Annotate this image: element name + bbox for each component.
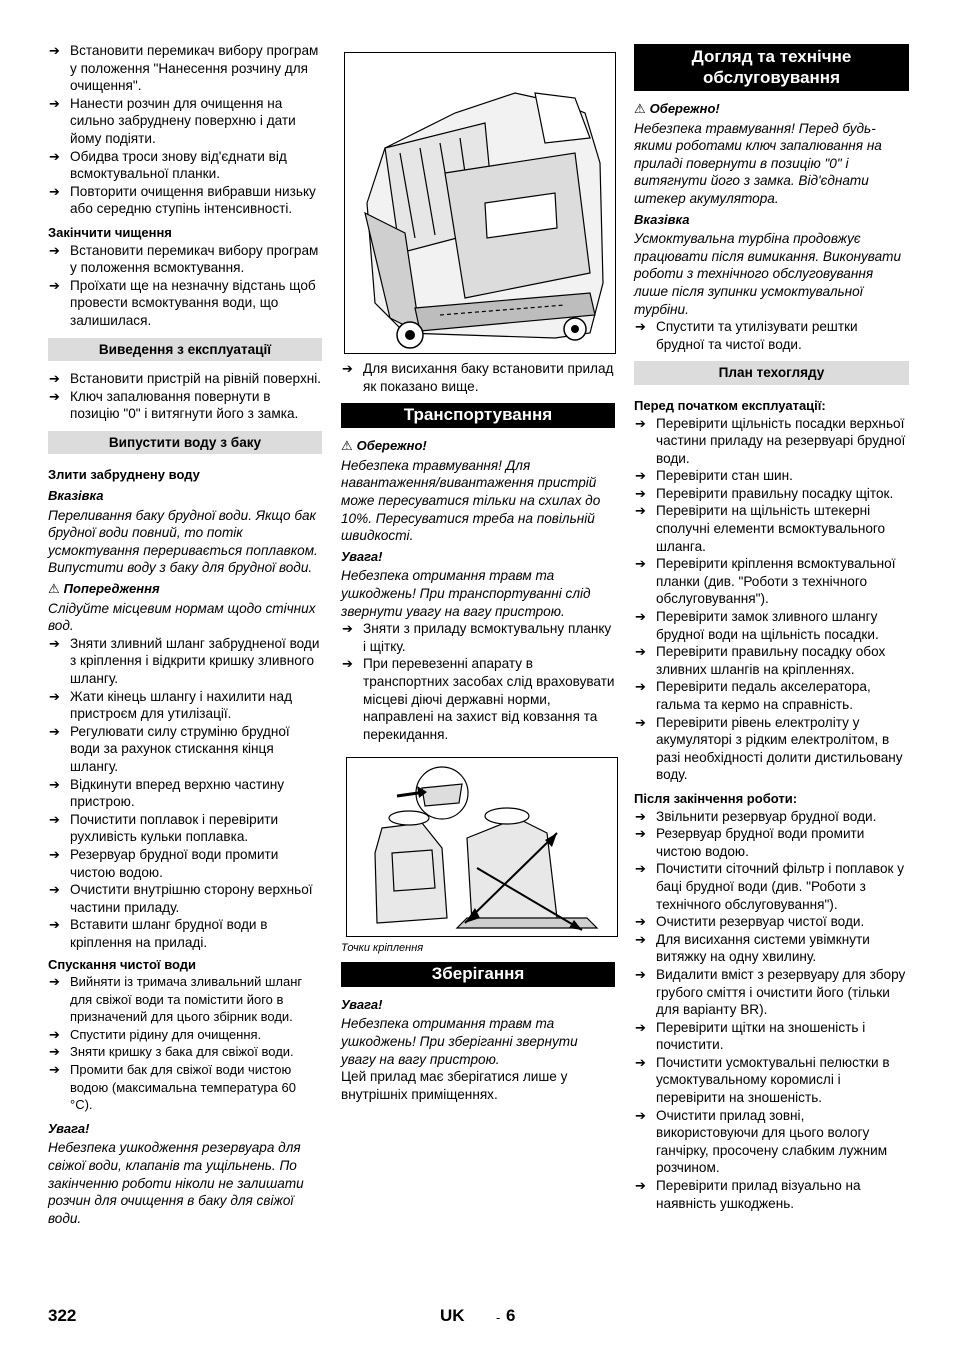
arrow-bullet-icon: ➔ (635, 826, 646, 842)
bullet-list (48, 242, 322, 330)
list-item (341, 620, 615, 655)
arrow-bullet-icon: ➔ (49, 1026, 60, 1042)
machine-tilted-drawing (345, 53, 615, 353)
list-item-text: Очистити резервуар чистої води. (656, 914, 865, 930)
list-item-text: Видалити вміст з резервуару для збору грубого сміття і очистити його (тільки для варіанту BR). (656, 966, 906, 1018)
page-footer (48, 1307, 909, 1329)
caution-label: Увага! (341, 548, 383, 564)
list-item-text: Почистити поплавок і перевірити рухливість кульки поплавка. (70, 811, 279, 845)
list-item-text: Очистити прилад зовні, використовуючи для цього вологу ганчірку, просочену слабким лужним розчином. (656, 1107, 888, 1176)
figure-caption: Точки кріплення (341, 942, 424, 955)
arrow-bullet-icon: ➔ (49, 723, 60, 739)
caution-text: Небезпека ушкодження резервуара для свіжої води, клапанів та ущільнень. По закінченню роботи ніколи не залишати розчин для очищення в баку для свіжої води. (48, 1140, 304, 1226)
storage-text: Цей прилад має зберігатися лише у внутрішніх приміщеннях. (341, 1069, 568, 1102)
list-item (48, 42, 322, 95)
list-item (341, 360, 615, 395)
list-item-text: Перевірити правильну посадку обох зливних шлангів на кріпленнях. (656, 644, 886, 677)
column-right (634, 42, 909, 1212)
list-item (634, 502, 909, 555)
list-item-text: Зняти кришку з бака для свіжої води. (70, 1044, 294, 1060)
section-header: Виведення з експлуатації (48, 338, 322, 362)
list-item-text: Перевірити прилад візуально на наявність ушкоджень. (656, 1178, 861, 1211)
careful-label: ⚠ Обережно! (341, 438, 427, 454)
arrow-bullet-icon: ➔ (342, 621, 353, 637)
section-subtitle: Злити забруднену воду (48, 467, 200, 483)
list-item (48, 1043, 322, 1061)
caution-label: Увага! (341, 996, 383, 1012)
bullet-list (48, 635, 322, 952)
arrow-bullet-icon: ➔ (635, 556, 646, 572)
list-item (634, 808, 909, 826)
arrow-bullet-icon: ➔ (635, 609, 646, 625)
arrow-bullet-icon: ➔ (635, 468, 646, 484)
list-item (634, 714, 909, 784)
list-item-text: Для висихання системи увімкнути витяжку на одну хвилину. (656, 931, 870, 965)
list-item (634, 1107, 909, 1177)
warning-icon: ⚠ (634, 101, 646, 116)
tie-down-drawing (347, 758, 617, 936)
arrow-bullet-icon: ➔ (635, 914, 646, 930)
section-subtitle: Закінчити чищення (48, 224, 172, 240)
arrow-bullet-icon: ➔ (635, 485, 646, 501)
section-header: Випустити воду з баку (48, 431, 322, 455)
list-item (634, 913, 909, 931)
list-item (634, 467, 909, 485)
list-item (634, 555, 909, 608)
arrow-bullet-icon: ➔ (635, 1054, 646, 1070)
list-item-text: Звільнити резервуар брудної води. (656, 808, 877, 824)
list-item (48, 370, 322, 388)
arrow-bullet-icon: ➔ (49, 776, 60, 792)
list-item (634, 608, 909, 643)
language-code: UK (440, 1306, 465, 1325)
list-item-text: Ключ запалювання повернути в позицію "0" і витягнути його з замка. (70, 388, 299, 422)
list-item (48, 973, 322, 1026)
list-item (634, 643, 909, 678)
list-item-text: При перевезенні апарату в транспортних засобах слід враховувати місцеві діючі державні норми, направлені на захист від ковзання та перекидання. (363, 656, 615, 742)
sub-page-number: 6 (506, 1306, 516, 1325)
list-item-text: Зняти з приладу всмоктувальну планку і щітку. (363, 621, 612, 654)
list-item-text: Спустити рідину для очищення. (70, 1026, 262, 1042)
arrow-bullet-icon: ➔ (635, 1019, 646, 1035)
arrow-bullet-icon: ➔ (342, 361, 353, 376)
list-item-text: Перевірити педаль акселератора, гальма та кермо на справність. (656, 679, 871, 712)
arrow-bullet-icon: ➔ (49, 846, 60, 862)
list-item-text: Вийняти із тримача зливальний шланг для свіжої води та помістити його в призначений для цього збірник води. (70, 974, 303, 1025)
arrow-bullet-icon: ➔ (635, 1178, 646, 1194)
drying-position-illustration (344, 52, 616, 354)
list-item-text: Перевірити рівень електроліту у акумуляторі з рідким електролітом, в разі необхідності долити дистильовану воду. (656, 714, 903, 783)
caution-text: Небезпека отримання травм та ушкоджень! При транспортуванні слід звернути увагу на вагу пристрою. (341, 568, 591, 619)
note-label: Вказівка (48, 488, 104, 504)
arrow-bullet-icon: ➔ (49, 242, 60, 258)
bullet-list (48, 973, 322, 1114)
warning-icon: ⚠ (48, 581, 60, 597)
arrow-bullet-icon: ➔ (49, 148, 60, 164)
list-item-text: Нанести розчин для очищення на сильно забруднену поверхню і дати йому подіяти. (70, 95, 296, 146)
section-subtitle: Перед початком експлуатації: (634, 397, 826, 413)
list-item (48, 1061, 322, 1114)
arrow-bullet-icon: ➔ (49, 635, 60, 651)
list-item (634, 966, 909, 1019)
bullet-list (341, 620, 615, 743)
list-item-text: Встановити пристрій на рівній поверхні. (70, 371, 322, 387)
list-item-text: Перевірити замок зливного шлангу брудної води на щільність посадки. (656, 609, 879, 642)
page-number: 322 (48, 1306, 77, 1325)
arrow-bullet-icon: ➔ (49, 95, 60, 111)
list-item (48, 95, 322, 148)
list-item (48, 846, 322, 881)
list-item (634, 415, 909, 468)
note-text: Усмоктувальна турбіна продовжує працювати після вимикання. Виконувати роботи з технічного обслуговування лише після зупинки усмоктувальної турбіни. (634, 231, 902, 317)
arrow-bullet-icon: ➔ (635, 861, 646, 877)
list-item (634, 825, 909, 860)
list-item (634, 678, 909, 713)
list-item (48, 635, 322, 688)
list-item (48, 183, 322, 218)
list-item-text: Вставити шланг брудної води в кріплення на приладі. (70, 917, 268, 950)
list-item (634, 485, 909, 503)
column-left (48, 42, 322, 1227)
list-item (48, 916, 322, 951)
arrow-bullet-icon: ➔ (49, 917, 60, 933)
arrow-bullet-icon: ➔ (49, 1062, 60, 1078)
arrow-bullet-icon: ➔ (635, 319, 646, 335)
list-item-text: Перевірити правильну посадку щіток. (656, 485, 894, 501)
bullet-list (48, 370, 322, 423)
warning-label: ⚠ Попередження (48, 581, 160, 597)
list-item-text: Для висихання баку встановити прилад як показано вище. (363, 361, 614, 394)
arrow-bullet-icon: ➔ (635, 679, 646, 695)
caution-label: Увага! (48, 1120, 90, 1136)
list-item-text: Спустити та утилізувати рештки брудної та чистої води. (656, 319, 858, 352)
list-item (634, 860, 909, 913)
arrow-bullet-icon: ➔ (635, 931, 646, 947)
section-subtitle: Спускання чистої води (48, 956, 197, 972)
list-item (48, 776, 322, 811)
note-text: Переливання баку брудної води. Якщо бак брудної води повний, то потік усмоктування переривається поплавком. Випустити воду з баку для брудної води. (48, 507, 318, 576)
warning-icon: ⚠ (341, 438, 353, 454)
list-item-text: Перевірити щільність посадки верхньої частини приладу на резервуарі брудної води. (656, 415, 906, 466)
list-item (48, 881, 322, 916)
list-item (634, 931, 909, 966)
arrow-bullet-icon: ➔ (49, 43, 60, 58)
arrow-bullet-icon: ➔ (49, 277, 60, 293)
list-item-text: Перевірити на щільність штекерні сполучні елементи всмоктувального шланга. (656, 503, 886, 554)
list-item (48, 148, 322, 183)
bullet-list (48, 42, 322, 218)
list-item-text: Регулювати силу струміню брудної води за рахунок стискання кінця шлангу. (70, 723, 290, 774)
list-item-text: Встановити перемикач вибору програм у положення "Нанесення розчину для очищення". (70, 43, 319, 94)
arrow-bullet-icon: ➔ (49, 1044, 60, 1060)
arrow-bullet-icon: ➔ (635, 503, 646, 519)
note-label: Вказівка (634, 211, 690, 227)
list-item-text: Очистити внутрішню сторону верхньої частини приладу. (70, 882, 313, 915)
list-item-text: Промити бак для свіжої води чистою водою (максимальна температура 60 °C). (70, 1062, 296, 1113)
list-item-text: Перевірити стан шин. (656, 468, 793, 484)
careful-text: Небезпека травмування! Перед будь-якими роботами ключ запалювання на приладі повернути в позицію "0" і витягнути його з замка. Від'єднати штекер акумулятора. (634, 120, 882, 206)
bullet-list (634, 318, 909, 353)
arrow-bullet-icon: ➔ (342, 656, 353, 672)
list-item-text: Повторити очищення вибравши низьку або середню ступінь інтенсивності. (70, 183, 316, 217)
tie-down-points-illustration (346, 757, 618, 937)
section-header: План техогляду (634, 361, 909, 385)
arrow-bullet-icon: ➔ (49, 974, 60, 990)
list-item (634, 318, 909, 353)
arrow-bullet-icon: ➔ (635, 644, 646, 660)
footer-separator: - (496, 1310, 501, 1325)
list-item-text: Встановити перемикач вибору програм у положення всмоктування. (70, 242, 319, 276)
list-item-text: Перевірити щітки на зношеність і почистити. (656, 1019, 866, 1053)
list-item (48, 277, 322, 330)
careful-label: ⚠ Обережно! (634, 101, 720, 116)
list-item-text: Проїхати ще на незначну відстань щоб провести всмоктування води, що залишилася. (70, 277, 316, 328)
list-item-text: Зняти зливний шланг забрудненої води з кріплення і відкрити кришку зливного шлангу. (70, 635, 320, 686)
section-heading: Транспортування (341, 403, 615, 428)
list-item-text: Резервуар брудної води промити чистою водою. (70, 846, 279, 880)
bullet-list (634, 415, 909, 784)
list-item-text: Жати кінець шлангу і нахилити над пристроєм для утилізації. (70, 688, 293, 722)
arrow-bullet-icon: ➔ (635, 808, 646, 824)
list-item-text: Почистити усмоктувальні пелюстки в усмоктувальному коромислі і перевірити на зношеність. (656, 1054, 890, 1106)
arrow-bullet-icon: ➔ (49, 388, 60, 404)
list-item (634, 1177, 909, 1212)
list-item-text: Почистити сіточний фільтр і поплавок у баці брудної води (див. "Роботи з технічного обслуговування"). (656, 861, 905, 912)
list-item (48, 242, 322, 277)
arrow-bullet-icon: ➔ (49, 882, 60, 898)
arrow-bullet-icon: ➔ (635, 1107, 646, 1123)
arrow-bullet-icon: ➔ (49, 183, 60, 199)
arrow-bullet-icon: ➔ (49, 688, 60, 704)
list-item (48, 388, 322, 423)
column-middle (341, 42, 615, 1103)
bullet-list (341, 360, 615, 395)
list-item-text: Резервуар брудної води промити чистою водою. (656, 826, 865, 859)
arrow-bullet-icon: ➔ (635, 714, 646, 730)
caution-text: Небезпека отримання травм та ушкоджень! При зберіганні звернути увагу на вагу пристрою. (341, 1016, 578, 1067)
list-item (48, 723, 322, 776)
section-heading: Догляд та технічне обслуговування (634, 44, 909, 91)
list-item-text: Перевірити кріплення всмоктувальної планки (див. "Роботи з технічного обслуговування"). (656, 556, 896, 607)
list-item-text: Відкинути вперед верхню частину пристрою. (70, 776, 285, 810)
arrow-bullet-icon: ➔ (49, 371, 60, 387)
warning-text: Слідуйте місцевим нормам щодо стічних вод. (48, 600, 316, 634)
section-subtitle: Після закінчення роботи: (634, 790, 798, 806)
bullet-list (634, 808, 909, 1213)
list-item (634, 1054, 909, 1107)
list-item (634, 1019, 909, 1054)
arrow-bullet-icon: ➔ (635, 966, 646, 982)
list-item-text: Обидва троси знову від'єднати від всмоктувальної планки. (70, 148, 287, 182)
section-heading: Зберігання (341, 962, 615, 987)
list-item (48, 688, 322, 723)
careful-text: Небезпека травмування! Для навантаження/вивантаження пристрій може пересуватися тільки на схилах до 10%. Пересуватися треба на повільній швидкості. (341, 457, 601, 544)
list-item (48, 1026, 322, 1044)
list-item (341, 655, 615, 743)
list-item (48, 811, 322, 846)
arrow-bullet-icon: ➔ (49, 811, 60, 827)
arrow-bullet-icon: ➔ (635, 415, 646, 431)
